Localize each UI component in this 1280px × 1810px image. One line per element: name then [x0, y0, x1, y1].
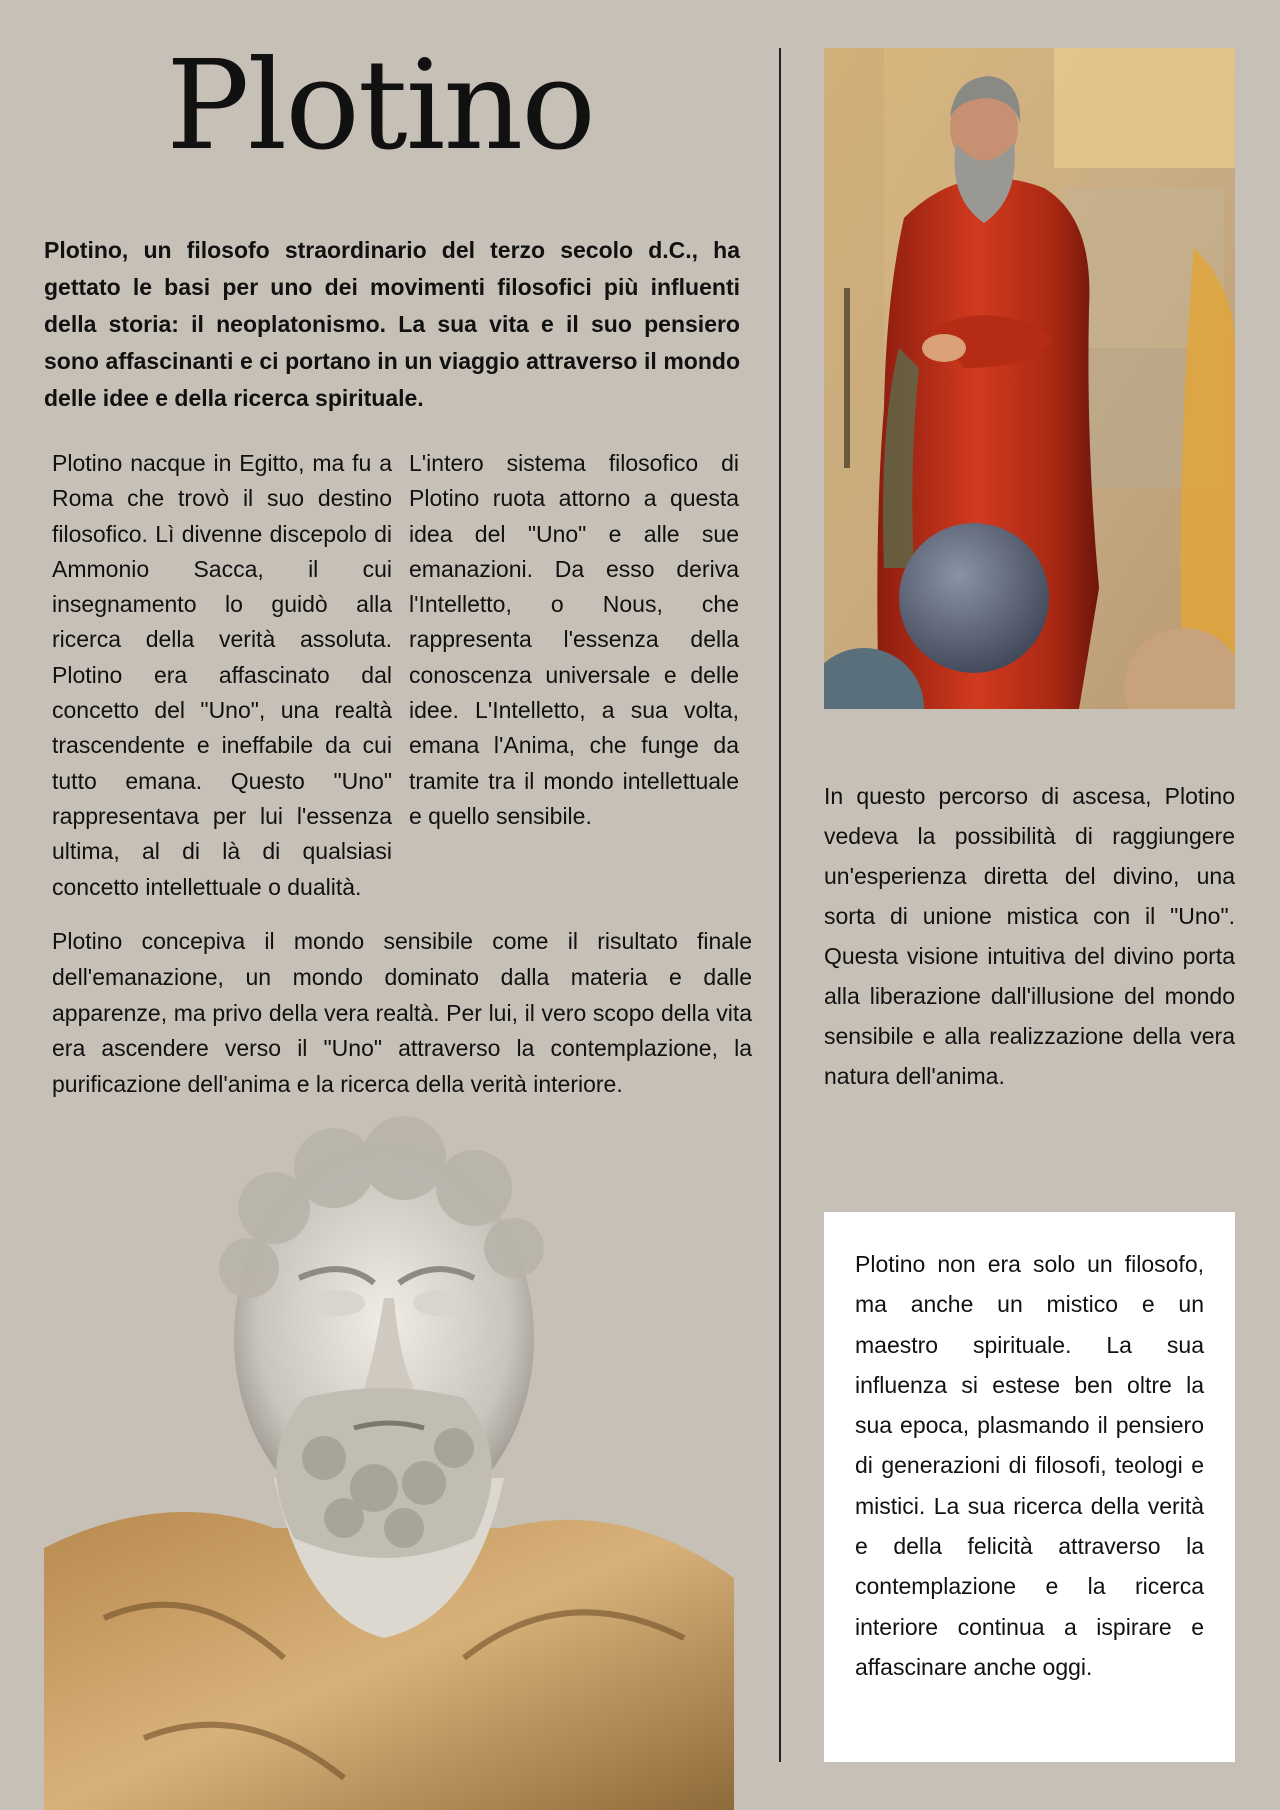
box-paragraph: Plotino non era solo un filosofo, ma anche un mistico e un maestro spirituale. La sua influenza si estese ben oltre la sua epoca, plasmando il pensiero di generazioni di filosofi, teologi e mistici. La sua ricerca della verità e della felicità attraverso la contemplazione e la ricerca interiore continua a ispirare e affascinare anche oggi. — [855, 1251, 1204, 1680]
painting-image — [824, 48, 1235, 709]
bust-illustration — [44, 1098, 734, 1810]
page-title: Plotino — [166, 34, 594, 178]
wide-paragraph: Plotino concepiva il mondo sensibile come il risultato finale dell'emanazione, un mondo dominato dalla materia e dalle apparenze, ma privo della vera realtà. Per lui, il vero scopo della vita era ascendere verso il "Uno" attraverso la contemplazione, la purificazione dell'anima e la ricerca della verità interiore. — [52, 928, 752, 1098]
bust-image — [44, 1098, 734, 1810]
painting-illustration — [824, 48, 1235, 709]
vertical-divider — [779, 48, 781, 1762]
sidebar-paragraph: In questo percorso di ascesa, Plotino vedeva la possibilità di raggiungere un'esperienza diretta del divino, una sorta di unione mistica con il "Uno". Questa visione intuitiva del divino porta alla liberazione dall'illusione del mondo sensibile e alla realizzazione della vera natura dell'anima. — [824, 783, 1235, 1089]
intro-paragraph: Plotino, un filosofo straordinario del terzo secolo d.C., ha gettato le basi per uno dei movimenti filosofici più influenti della storia: il neoplatonismo. La sua vita e il suo pensiero sono affascinanti e ci portano in un viaggio attraverso il mondo delle idee e della ricerca spirituale. — [44, 237, 740, 411]
column-right-paragraph: L'intero sistema filosofico di Plotino ruota attorno a questa idea del "Uno" e alle sue emanazioni. Da esso deriva l'Intelletto, o Nous, che rappresenta l'essenza della conoscenza universale e delle idee. L'Intelletto, a sua volta, emana l'Anima, che funge da tramite tra il mondo intellettuale e quello sensibile. — [409, 450, 739, 829]
column-left-paragraph: Plotino nacque in Egitto, ma fu a Roma che trovò il suo destino filosofico. Lì divenne discepolo di Ammonio Sacca, il cui insegnamento lo guidò alla ricerca della verità assoluta. Plotino era affascinato dal concetto del "Uno", una realtà trascendente e ineffabile da cui tutto emana. Questo "Uno" rappresentava per lui l'essenza ultima, al di là di qualsiasi concetto intellettuale o dualità. — [52, 450, 392, 900]
